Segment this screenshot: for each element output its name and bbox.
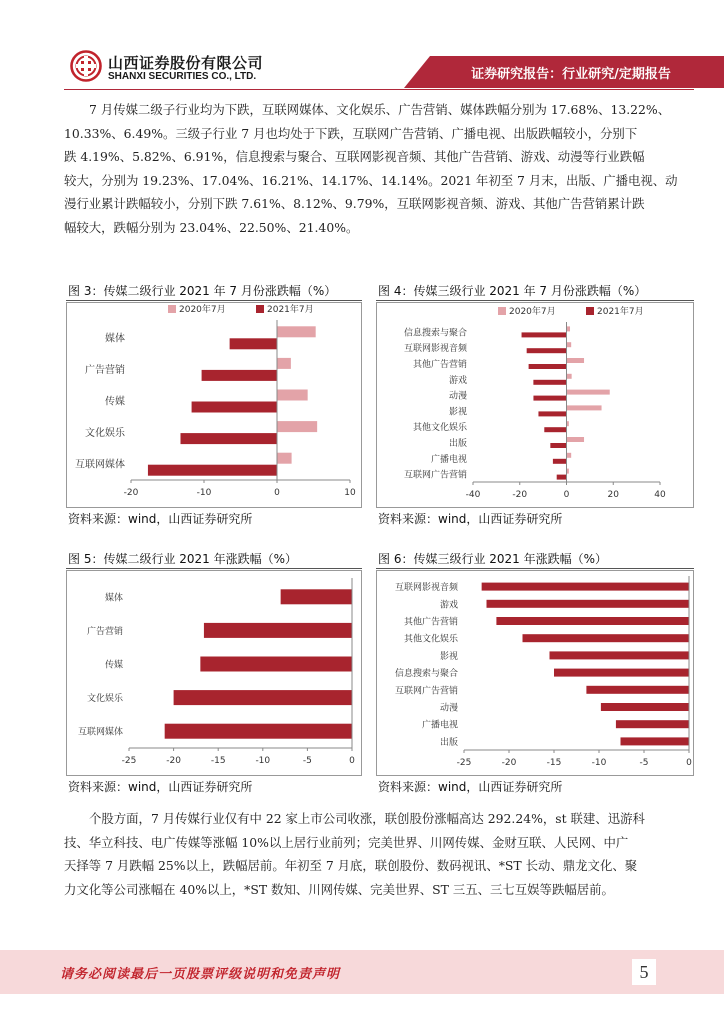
x-tick-label: 10	[344, 488, 356, 498]
x-tick-label: -10	[591, 758, 607, 768]
paragraph-line: 7 月传媒二级子行业均为下跌，互联网媒体、文化娱乐、广告营销、媒体跌幅分别为 17.68%、13.22%、	[89, 102, 671, 117]
legend-label: 2021年7月	[597, 307, 644, 317]
fig5-title-rule	[66, 568, 362, 569]
bar	[553, 459, 567, 464]
category-label: 媒体	[105, 333, 125, 345]
bar	[277, 453, 292, 464]
paragraph-line: 幅较大，跌幅分别为 23.04%、22.50%、21.40%。	[64, 219, 359, 235]
legend-label: 2020年7月	[509, 307, 556, 317]
category-label: 互联网影视音频	[394, 583, 458, 594]
bar	[496, 617, 689, 625]
bar	[567, 342, 572, 347]
bar	[538, 411, 566, 416]
x-tick-label: -20	[512, 490, 528, 500]
category-label: 影视	[448, 407, 467, 418]
disclaimer-notice: 请务必阅读最后一页股票评级说明和免责声明	[60, 967, 341, 982]
bar	[482, 583, 689, 591]
fig5-title: 图 5：传媒二级行业 2021 年涨跌幅（%）	[68, 552, 298, 566]
bar	[616, 720, 689, 728]
paragraph-line: 10.33%、6.49%。三级子行业 7 月也均处于下跌，互联网广告营销、广播电视、出版跌幅较小，分别下	[64, 125, 638, 141]
bar	[550, 651, 690, 659]
fig5-source: 资料来源：wind，山西证券研究所	[68, 780, 253, 794]
category-label: 其他广告营销	[403, 617, 458, 628]
bar	[281, 589, 352, 604]
bar	[567, 326, 571, 331]
bar	[523, 634, 690, 642]
bar	[200, 657, 352, 672]
category-label: 游戏	[439, 600, 458, 611]
category-label: 信息搜索与聚合	[403, 328, 467, 339]
page-number: 5	[632, 959, 656, 985]
bar	[230, 338, 277, 349]
bar	[527, 348, 567, 353]
category-label: 其他文化娱乐	[412, 423, 467, 434]
paragraph-line: 天择等 7 月跌幅 25%以上，跌幅居前。年初至 7 月底，联创股份、数码视讯、*ST 长动、鼎龙文化、聚	[64, 858, 638, 874]
category-label: 传媒	[105, 396, 125, 408]
category-label: 信息搜索与聚合	[394, 669, 458, 680]
category-label: 互联网媒体	[75, 459, 125, 471]
category-label: 其他文化娱乐	[403, 634, 458, 645]
fig6-source: 资料来源：wind，山西证券研究所	[378, 780, 563, 794]
paragraph-1	[64, 98, 694, 240]
x-tick-label: -10	[255, 756, 271, 766]
category-label: 游戏	[448, 375, 467, 386]
paragraph-line: 较大，分别为 19.23%、17.04%、16.21%、14.17%、14.14%。2021 年初至 7 月末，出版、广播电视、动	[64, 172, 678, 188]
x-tick-label: 20	[607, 490, 619, 500]
category-label: 广播电视	[421, 720, 458, 731]
category-label: 广播电视	[430, 454, 467, 465]
category-label: 出版	[439, 737, 458, 748]
bar	[529, 364, 567, 369]
fig6-title-rule	[376, 568, 694, 569]
category-label: 广告营销	[86, 626, 123, 637]
paragraph-line: 个股方面，7 月传媒行业仅有中 22 家上市公司收涨，联创股份涨幅高达 292.24%，st 联建、迅游科	[89, 811, 645, 826]
category-label: 动漫	[448, 391, 467, 402]
fig6-bar-chart	[376, 570, 694, 776]
legend-swatch	[256, 305, 264, 313]
bar	[180, 433, 277, 444]
bar	[550, 443, 566, 448]
category-label: 其他广告营销	[412, 360, 467, 370]
paragraph-line: 漫行业累计跌幅较小，分别下跌 7.61%、8.12%、9.79%，互联网影视音频、游戏、其他广告营销累计跌	[64, 196, 645, 212]
x-tick-label: -5	[639, 758, 649, 768]
category-label: 互联网广告营销	[403, 470, 467, 481]
company-name-en: SHANXI SECURITIES CO., LTD.	[108, 71, 257, 82]
legend-swatch	[168, 305, 176, 313]
bar	[174, 690, 352, 705]
fig5-bar-chart	[66, 570, 362, 776]
x-tick-label: -5	[302, 756, 312, 766]
x-tick-label: 0	[274, 488, 280, 498]
x-tick-label: -20	[123, 488, 139, 498]
fig4-title: 图 4：传媒三级行业 2021 年 7 月份涨跌幅（%）	[378, 284, 647, 298]
report-type-label: 证券研究报告：行业研究/定期报告	[471, 67, 671, 82]
bar	[277, 390, 308, 401]
fig4-source: 资料来源：wind，山西证券研究所	[378, 512, 563, 526]
x-tick-label: -25	[456, 758, 472, 768]
bar	[522, 332, 567, 337]
category-label: 动漫	[439, 703, 458, 714]
bar	[567, 405, 602, 410]
bar	[567, 437, 585, 442]
x-tick-label: -20	[166, 756, 181, 766]
fig3-source: 资料来源：wind，山西证券研究所	[68, 512, 253, 526]
bar	[487, 600, 690, 608]
x-tick-label: -15	[210, 756, 226, 766]
header-divider	[64, 89, 694, 90]
category-label: 传媒	[104, 660, 123, 671]
bar	[544, 427, 566, 432]
fig4-bar-chart	[376, 302, 694, 508]
fig6-title: 图 6：传媒三级行业 2021 年涨跌幅（%）	[378, 552, 608, 566]
fig4-title-rule	[376, 300, 694, 301]
category-label: 互联网广告营销	[394, 686, 458, 697]
bar	[567, 390, 610, 395]
category-label: 互联网影视音频	[403, 344, 467, 355]
page-footer	[0, 950, 724, 994]
fig3-title: 图 3：传媒二级行业 2021 年 7 月份涨跌幅（%）	[68, 284, 337, 298]
category-label: 文化娱乐	[85, 428, 125, 440]
x-tick-label: -25	[121, 756, 137, 766]
x-tick-label: -10	[196, 488, 212, 498]
bar	[148, 465, 277, 476]
x-tick-label: 0	[686, 758, 692, 768]
bar	[554, 669, 689, 677]
bar	[192, 402, 277, 413]
x-tick-label: 40	[654, 490, 666, 500]
legend-swatch	[586, 307, 594, 315]
fig3-bar-chart	[66, 302, 362, 508]
bar	[621, 737, 689, 745]
legend-label: 2021年7月	[267, 305, 314, 315]
bar	[567, 358, 585, 363]
fig3-title-rule	[66, 300, 362, 301]
bar	[277, 358, 291, 369]
bar	[533, 396, 566, 401]
bar	[277, 326, 316, 337]
legend-label: 2020年7月	[179, 305, 226, 315]
x-tick-label: 0	[349, 756, 355, 766]
bar	[533, 380, 566, 385]
company-name-cn: 山西证券股份有限公司	[108, 54, 264, 72]
legend-swatch	[498, 307, 506, 315]
bar	[601, 703, 689, 711]
category-label: 互联网媒体	[77, 727, 123, 738]
category-label: 广告营销	[85, 364, 125, 376]
bar	[202, 370, 277, 381]
bar	[586, 686, 689, 694]
x-tick-label: 0	[563, 490, 570, 500]
bar	[567, 453, 572, 458]
category-label: 影视	[439, 651, 458, 662]
paragraph-line: 力文化等公司涨幅在 40%以上，*ST 数知、川网传媒、完美世界、ST 三五、三七互娱等跌幅居前。	[64, 881, 614, 897]
x-tick-label: -40	[465, 490, 481, 500]
page-header	[0, 0, 724, 88]
category-label: 媒体	[104, 593, 123, 604]
category-label: 文化娱乐	[86, 694, 123, 705]
x-tick-label: -15	[546, 758, 562, 768]
bar	[277, 421, 317, 432]
paragraph-line: 技、华立科技、电广传媒等涨幅 10%以上居行业前列；完美世界、川网传媒、金财互联、人民网、中广	[64, 834, 629, 850]
bar	[165, 724, 352, 739]
x-tick-label: -20	[501, 758, 517, 768]
paragraph-2	[64, 807, 694, 901]
company-logo-icon	[70, 50, 102, 82]
bar	[557, 475, 567, 480]
paragraph-line: 跌 4.19%、5.82%、6.91%，信息搜索与聚合、互联网影视音频、其他广告营销、游戏、动漫等行业跌幅	[64, 149, 645, 165]
bar	[567, 374, 572, 379]
bar	[204, 623, 352, 638]
category-label: 出版	[448, 439, 467, 449]
